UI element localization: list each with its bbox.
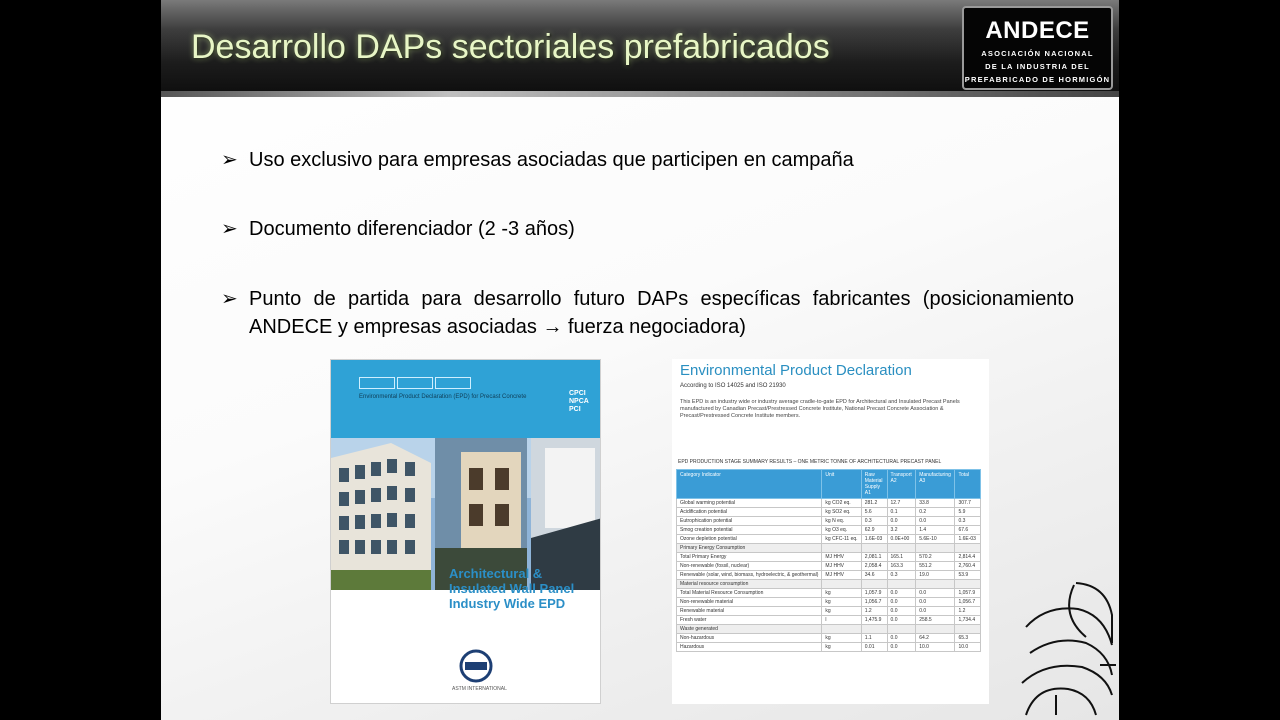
epd-table-cell: 12.7 xyxy=(887,499,916,508)
presentation-slide xyxy=(161,0,1119,720)
publisher-label: ASTM INTERNATIONAL xyxy=(452,686,507,692)
cover-orgs xyxy=(569,390,589,414)
epd-table-cell: 67.6 xyxy=(955,526,981,535)
epd-table-cell xyxy=(955,544,981,553)
epd-table-cell: MJ HHV xyxy=(822,562,861,571)
process-box xyxy=(359,377,395,389)
cover-title-line: Insulated Wall Panel xyxy=(449,581,575,596)
epd-table-cell: 281.2 xyxy=(861,499,887,508)
epd-table-cell: 0.0 xyxy=(887,643,916,652)
epd-table-row xyxy=(677,517,981,526)
epd-table-cell xyxy=(887,580,916,589)
epd-table-cell: 0.0 xyxy=(916,589,955,598)
epd-title: Environmental Product Declaration xyxy=(680,362,912,379)
epd-table-cell: Waste generated xyxy=(677,625,822,634)
epd-table-cell xyxy=(916,625,955,634)
process-box xyxy=(435,377,471,389)
epd-table-row xyxy=(677,526,981,535)
epd-table-cell: 0.0 xyxy=(916,517,955,526)
epd-table-cell: 307.7 xyxy=(955,499,981,508)
epd-table-cell: kg xyxy=(822,634,861,643)
epd-table-row xyxy=(677,616,981,625)
epd-table-cell: 258.5 xyxy=(916,616,955,625)
cover-band-text: Environmental Product Declaration (EPD) for Precast Concrete xyxy=(359,394,527,400)
epd-table-cell: 5.6E-10 xyxy=(916,535,955,544)
epd-table-cell: MJ HHV xyxy=(822,553,861,562)
epd-column-header: Unit xyxy=(822,470,861,499)
epd-table-row xyxy=(677,625,981,634)
epd-table-cell: 0.1 xyxy=(887,508,916,517)
bullet-item xyxy=(221,285,1074,341)
epd-table-cell: 163.3 xyxy=(887,562,916,571)
astm-logo-icon xyxy=(451,646,501,686)
logo-subtitle-line: DE LA INDUSTRIA DEL xyxy=(985,62,1090,71)
epd-table-cell: 0.0 xyxy=(887,517,916,526)
epd-table-cell: 0.0 xyxy=(887,607,916,616)
epd-table-cell: 1.1 xyxy=(861,634,887,643)
epd-table-cell: 2,081.1 xyxy=(861,553,887,562)
epd-table-cell: 34.6 xyxy=(861,571,887,580)
epd-table-cell: Total Primary Energy xyxy=(677,553,822,562)
epd-results-table xyxy=(676,469,981,652)
epd-table-cell xyxy=(955,580,981,589)
epd-table-cell: 1,057.9 xyxy=(955,589,981,598)
epd-table-cell: Non-renewable (fossil, nuclear) xyxy=(677,562,822,571)
process-box xyxy=(397,377,433,389)
epd-table-cell: MJ HHV xyxy=(822,571,861,580)
epd-table-cell: 5.6 xyxy=(861,508,887,517)
epd-table-cell: 0.0 xyxy=(887,634,916,643)
epd-table-cell: 2,760.4 xyxy=(955,562,981,571)
epd-table-row xyxy=(677,562,981,571)
bullet-arrow-icon: ➢ xyxy=(221,218,238,240)
epd-table-row xyxy=(677,589,981,598)
bullet-item xyxy=(221,215,1081,243)
epd-table-cell: 0.0 xyxy=(887,589,916,598)
epd-table-cell xyxy=(887,544,916,553)
andece-logo xyxy=(962,6,1113,90)
epd-column-header: Raw Material Supply A1 xyxy=(861,470,887,499)
bullet-arrow-icon: ➢ xyxy=(221,288,238,310)
epd-table-cell: 62.9 xyxy=(861,526,887,535)
epd-table-cell: 0.0E+00 xyxy=(887,535,916,544)
epd-table-cell: 10.0 xyxy=(955,643,981,652)
epd-table-cell: 165.1 xyxy=(887,553,916,562)
epd-column-header: Total xyxy=(955,470,981,499)
epd-table-cell: 1.6E-03 xyxy=(861,535,887,544)
epd-table-cell: Ozone depletion potential xyxy=(677,535,822,544)
epd-table-cell: 1,057.9 xyxy=(861,589,887,598)
epd-table-cell: kg xyxy=(822,598,861,607)
epd-table-cell xyxy=(861,625,887,634)
epd-table-cell xyxy=(861,580,887,589)
epd-table-cell: 1.6E-03 xyxy=(955,535,981,544)
epd-table-cell: kg O3 eq. xyxy=(822,526,861,535)
epd-table-row xyxy=(677,607,981,616)
epd-column-header: Transport A2 xyxy=(887,470,916,499)
bullet-arrow-icon: ➢ xyxy=(221,149,238,171)
epd-table-cell: 10.0 xyxy=(916,643,955,652)
epd-table-cell: Acidification potential xyxy=(677,508,822,517)
epd-table-cell: 33.8 xyxy=(916,499,955,508)
epd-table-cell xyxy=(916,580,955,589)
epd-table-cell: 0.3 xyxy=(887,571,916,580)
epd-table-cell: kg xyxy=(822,643,861,652)
epd-table-cell: Total Material Resource Consumption xyxy=(677,589,822,598)
epd-table-row xyxy=(677,598,981,607)
epd-table-cell xyxy=(861,544,887,553)
epd-description: This EPD is an industry wide or industry average cradle-to-gate EPD for Architectural and Insulated Precast Panels manufactured by Canadian Precast/Prestressed Concrete Institute, National Precast Concrete Association & Precast/Prestressed Concrete Institute members. xyxy=(680,399,960,419)
epd-table-cell: kg N eq. xyxy=(822,517,861,526)
epd-table-cell: 53.9 xyxy=(955,571,981,580)
epd-table-row xyxy=(677,580,981,589)
epd-table-row xyxy=(677,634,981,643)
epd-table-cell: 65.3 xyxy=(955,634,981,643)
epd-table-caption: EPD PRODUCTION STAGE SUMMARY RESULTS – ONE METRIC TONNE OF ARCHITECTURAL PRECAST PANEL xyxy=(678,459,942,465)
epd-table-cell: 1.2 xyxy=(861,607,887,616)
epd-table-cell: 0.2 xyxy=(916,508,955,517)
epd-table-row xyxy=(677,643,981,652)
epd-table-cell: 2,058.4 xyxy=(861,562,887,571)
epd-table-cell: 0.0 xyxy=(916,607,955,616)
epd-table-cell: 0.0 xyxy=(916,598,955,607)
epd-table-row xyxy=(677,535,981,544)
epd-subtitle: According to ISO 14025 and ISO 21930 xyxy=(680,383,786,389)
epd-table-cell: Renewable (solar, wind, biomass, hydroelectric, & geothermal) xyxy=(677,571,822,580)
epd-table-cell xyxy=(822,544,861,553)
epd-column-header: Category Indicator xyxy=(677,470,822,499)
cover-process-boxes xyxy=(359,376,473,394)
bullet-item xyxy=(221,146,1081,174)
bullet-text: Punto de partida para desarrollo futuro DAPs específicas fabricantes (posicionamiento ANDECE y empresas asociadas → fuerza negociadora) xyxy=(249,288,1074,338)
epd-table-cell: 2,814.4 xyxy=(955,553,981,562)
epd-table-row xyxy=(677,499,981,508)
epd-table-cell: Global warming potential xyxy=(677,499,822,508)
epd-table-row xyxy=(677,571,981,580)
cover-title-line: Architectural & xyxy=(449,566,543,581)
epd-table-cell: Non-hazardous xyxy=(677,634,822,643)
epd-table-cell: 0.3 xyxy=(955,517,981,526)
title-bar xyxy=(161,0,1119,97)
epd-table-cell: kg xyxy=(822,607,861,616)
org-label: CPCI xyxy=(569,390,586,397)
epd-table-cell: 0.01 xyxy=(861,643,887,652)
bullet-text: Uso exclusivo para empresas asociadas que participen en campaña xyxy=(249,149,854,171)
epd-table-cell: kg CFC-11 eq. xyxy=(822,535,861,544)
epd-table-cell: 5.9 xyxy=(955,508,981,517)
epd-cover-image xyxy=(330,359,601,704)
epd-table-cell: 1,475.9 xyxy=(861,616,887,625)
epd-table-row xyxy=(677,544,981,553)
epd-table-cell: 0.0 xyxy=(887,616,916,625)
epd-table-cell xyxy=(822,625,861,634)
epd-table-cell: Primary Energy Consumption xyxy=(677,544,822,553)
cover-title xyxy=(449,566,599,611)
epd-table-cell: 0.3 xyxy=(861,517,887,526)
bullet-text: Documento diferenciador (2 -3 años) xyxy=(249,218,575,240)
epd-table-cell: 1.2 xyxy=(955,607,981,616)
logo-subtitle-line: ASOCIACIÓN NACIONAL xyxy=(981,49,1094,58)
epd-column-header: Manufacturing A3 xyxy=(916,470,955,499)
epd-table-cell: Eutrophication potential xyxy=(677,517,822,526)
slide-title: Desarrollo DAPs sectoriales prefabricados xyxy=(191,28,830,66)
epd-table-cell: 1,056.7 xyxy=(955,598,981,607)
epd-table-cell: kg SO2 eq. xyxy=(822,508,861,517)
epd-table-cell: 1,734.4 xyxy=(955,616,981,625)
epd-table-cell: 64.2 xyxy=(916,634,955,643)
epd-table-cell xyxy=(887,625,916,634)
epd-table-cell: 551.2 xyxy=(916,562,955,571)
epd-table-row xyxy=(677,553,981,562)
epd-table-cell: Material resource consumption xyxy=(677,580,822,589)
corner-logo-sketch-icon xyxy=(1016,575,1119,720)
epd-table-cell: kg xyxy=(822,589,861,598)
org-label: PCI xyxy=(569,406,581,413)
logo-subtitle-line: PREFABRICADO DE HORMIGÓN xyxy=(964,75,1111,84)
org-label: NPCA xyxy=(569,398,589,405)
epd-table-cell: Fresh water xyxy=(677,616,822,625)
cover-title-line: Industry Wide EPD xyxy=(449,596,566,611)
epd-table-cell: 570.2 xyxy=(916,553,955,562)
epd-table-cell: 19.0 xyxy=(916,571,955,580)
epd-table-cell xyxy=(955,625,981,634)
epd-results-image xyxy=(672,359,989,704)
epd-table-cell: 0.0 xyxy=(887,598,916,607)
cover-header xyxy=(331,360,601,438)
epd-table-cell: 3.2 xyxy=(887,526,916,535)
epd-table-cell xyxy=(916,544,955,553)
epd-table-row xyxy=(677,508,981,517)
epd-table-cell: Renewable material xyxy=(677,607,822,616)
epd-table-cell xyxy=(822,580,861,589)
epd-table-cell: 1.4 xyxy=(916,526,955,535)
epd-table-cell: l xyxy=(822,616,861,625)
epd-table-cell: Non-renewable material xyxy=(677,598,822,607)
epd-table-cell: kg CO2 eq. xyxy=(822,499,861,508)
epd-table-cell: Hazardous xyxy=(677,643,822,652)
epd-table-cell: Smog creation potential xyxy=(677,526,822,535)
epd-table-cell: 1,056.7 xyxy=(861,598,887,607)
logo-name: ANDECE xyxy=(985,17,1090,44)
